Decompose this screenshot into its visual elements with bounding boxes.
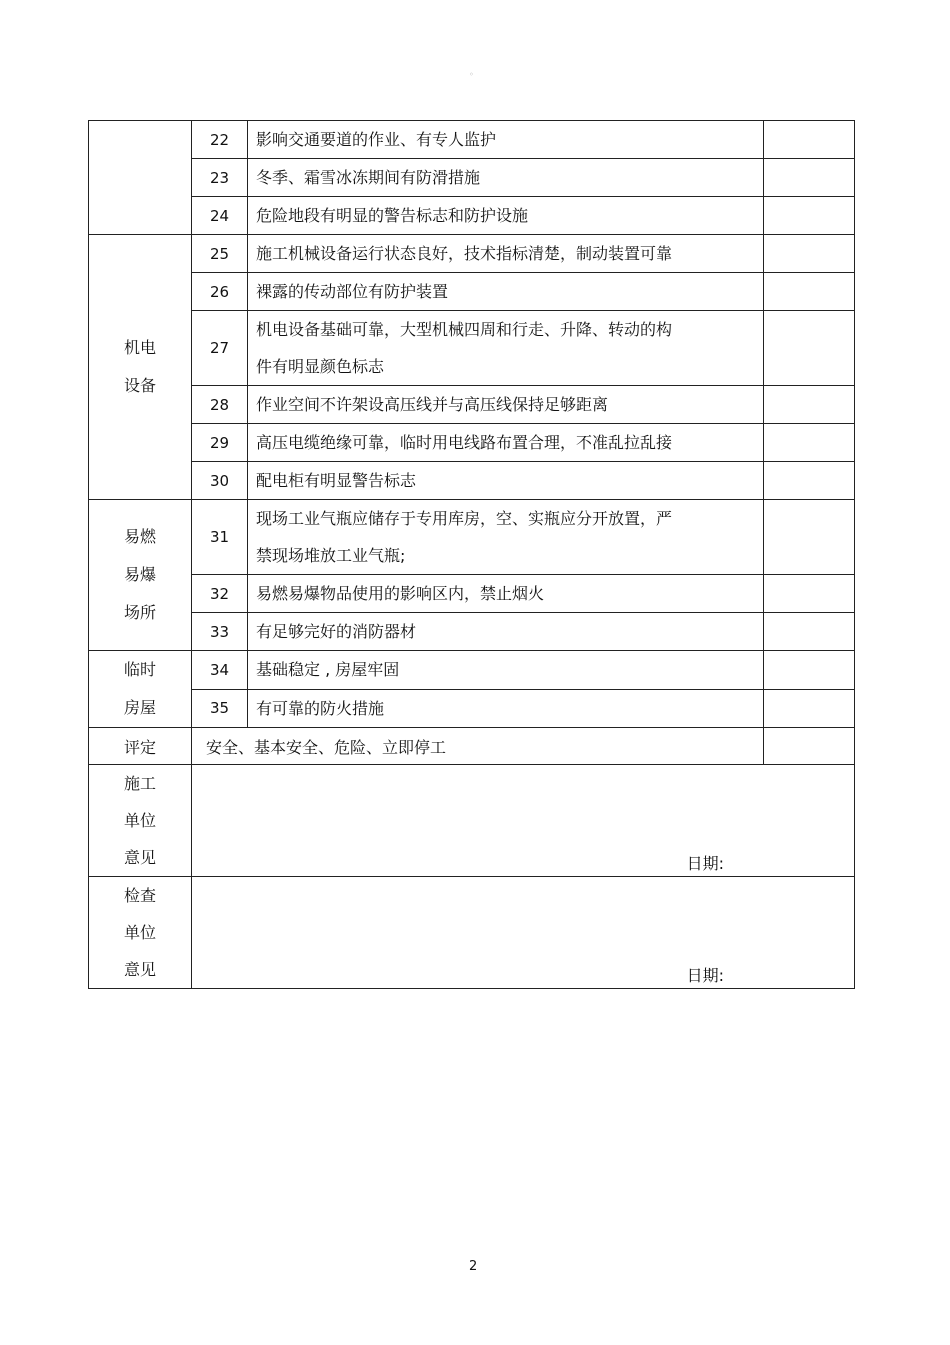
item-text-line: 裸露的传动部位有防护装置 [256, 282, 449, 301]
category-label: 房屋 [123, 698, 156, 717]
opinion-label-line: 施工 [123, 774, 156, 793]
date-label: 日期: [686, 966, 725, 985]
table-row [89, 613, 855, 651]
category-cell [89, 651, 192, 728]
table-row [89, 500, 855, 575]
table-row [89, 575, 855, 613]
item-number: 31 [192, 500, 248, 575]
item-text [248, 575, 764, 613]
opinion-label [89, 877, 192, 989]
item-text-line: 易燃易爆物品使用的影响区内，禁止烟火 [256, 584, 545, 603]
table-row [89, 235, 855, 273]
item-number: 26 [192, 273, 248, 311]
check-result-cell[interactable] [764, 689, 855, 728]
check-result-cell[interactable] [764, 386, 855, 424]
table-row [89, 424, 855, 462]
check-result-cell[interactable] [764, 197, 855, 235]
table-row [89, 689, 855, 728]
opinion-label-line: 单位 [123, 811, 156, 830]
check-result-cell[interactable] [764, 121, 855, 159]
page-number: 2 [469, 1259, 478, 1274]
category-label: 临时 [123, 660, 156, 679]
opinion-input-area[interactable] [192, 877, 855, 989]
category-cell [89, 235, 192, 500]
check-result-cell[interactable] [764, 311, 855, 386]
table-row [89, 651, 855, 690]
opinion-label-line: 单位 [123, 923, 156, 942]
item-text [248, 273, 764, 311]
table-row [89, 386, 855, 424]
table-row [89, 121, 855, 159]
item-text-line: 冬季、霜雪冰冻期间有防滑措施 [256, 168, 481, 187]
item-text [248, 462, 764, 500]
item-number: 35 [192, 689, 248, 728]
category-label: 易燃 [123, 527, 156, 546]
item-text-line: 高压电缆绝缘可靠，临时用电线路布置合理，不准乱拉乱接 [256, 433, 673, 452]
item-text-line: 施工机械设备运行状态良好，技术指标清楚，制动装置可靠 [256, 244, 673, 263]
opinion-label-line: 意见 [123, 848, 156, 867]
evaluation-label: 评定 [89, 728, 192, 765]
check-result-cell[interactable] [764, 159, 855, 197]
item-text-line: 有可靠的防火措施 [256, 698, 385, 718]
item-text [248, 159, 764, 197]
check-result-cell[interactable] [764, 273, 855, 311]
item-number: 34 [192, 651, 248, 690]
evaluation-result-cell[interactable] [764, 728, 855, 765]
table-row [89, 311, 855, 386]
opinion-input-area[interactable] [192, 765, 855, 877]
item-number: 22 [192, 121, 248, 159]
check-result-cell[interactable] [764, 500, 855, 575]
check-result-cell[interactable] [764, 235, 855, 273]
table-row [89, 462, 855, 500]
item-text-line: 机电设备基础可靠，大型机械四周和行走、升降、转动的构 [256, 320, 673, 339]
table-row [89, 159, 855, 197]
check-result-cell[interactable] [764, 613, 855, 651]
page-top-mark: ◦ [469, 70, 474, 79]
item-text-line: 配电柜有明显警告标志 [256, 471, 417, 490]
inspection-table [88, 120, 855, 989]
item-text-line: 危险地段有明显的警告标志和防护设施 [256, 206, 529, 225]
category-label: 场所 [123, 603, 156, 622]
category-cell [89, 121, 192, 235]
item-text [248, 651, 764, 690]
date-label: 日期: [686, 854, 725, 873]
opinion-row [89, 877, 855, 989]
item-text [248, 121, 764, 159]
table-row [89, 197, 855, 235]
opinion-label-line: 意见 [123, 960, 156, 979]
item-text [248, 689, 764, 728]
item-text [248, 386, 764, 424]
item-number: 24 [192, 197, 248, 235]
item-number: 27 [192, 311, 248, 386]
item-text [248, 235, 764, 273]
item-text [248, 311, 764, 386]
check-result-cell[interactable] [764, 462, 855, 500]
item-text-line: 现场工业气瓶应储存于专用库房，空、实瓶应分开放置，严 [256, 509, 673, 528]
item-number: 25 [192, 235, 248, 273]
item-text [248, 613, 764, 651]
item-number: 23 [192, 159, 248, 197]
item-number: 28 [192, 386, 248, 424]
item-text [248, 197, 764, 235]
category-cell [89, 500, 192, 651]
category-label: 易爆 [123, 565, 156, 584]
item-text-line: 作业空间不许架设高压线并与高压线保持足够距离 [256, 395, 609, 414]
item-text-line: 有足够完好的消防器材 [256, 622, 417, 641]
evaluation-options: 安全、基本安全、危险、立即停工 [192, 728, 764, 765]
item-text [248, 500, 764, 575]
item-number: 30 [192, 462, 248, 500]
category-label: 设备 [123, 376, 156, 395]
opinion-label [89, 765, 192, 877]
item-text-line: 基础稳定 , 房屋牢固 [256, 660, 400, 680]
item-number: 32 [192, 575, 248, 613]
check-result-cell[interactable] [764, 424, 855, 462]
evaluation-row [89, 728, 855, 765]
item-text [248, 424, 764, 462]
opinion-row [89, 765, 855, 877]
item-number: 33 [192, 613, 248, 651]
item-number: 29 [192, 424, 248, 462]
table-row [89, 273, 855, 311]
check-result-cell[interactable] [764, 575, 855, 613]
category-label: 机电 [123, 338, 156, 357]
check-result-cell[interactable] [764, 651, 855, 690]
item-text-line: 件有明显颜色标志 [256, 357, 385, 376]
item-text-line: 禁现场堆放工业气瓶; [256, 546, 406, 565]
item-text-line: 影响交通要道的作业、有专人监护 [256, 130, 497, 149]
opinion-label-line: 检查 [123, 886, 156, 905]
